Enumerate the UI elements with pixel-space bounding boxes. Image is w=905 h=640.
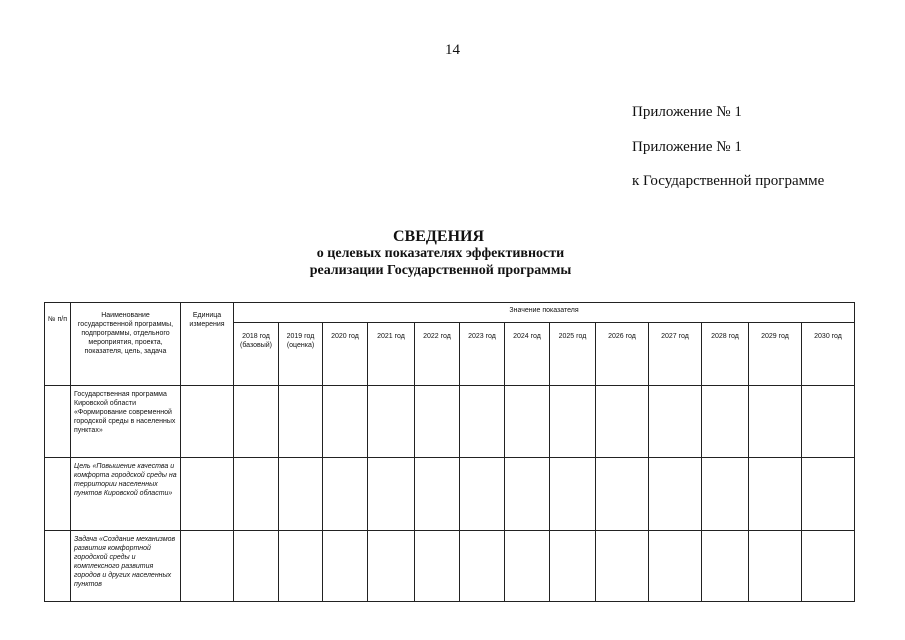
- value-cell: [749, 531, 802, 602]
- value-cell: [596, 386, 649, 458]
- value-cell: [460, 531, 505, 602]
- header-year: 2022 год: [415, 323, 460, 386]
- document-title: [0, 228, 905, 279]
- header-year: 2027 год: [649, 323, 702, 386]
- header-year: 2023 год: [460, 323, 505, 386]
- header-values-group: Значение показателя: [234, 303, 855, 323]
- value-cell: [749, 386, 802, 458]
- value-cell: [279, 458, 323, 531]
- value-cell: [368, 386, 415, 458]
- row-num: [45, 458, 71, 531]
- value-cell: [505, 386, 550, 458]
- row-name: Задача «Создание механизмов развития комфортной городской среды и комплексного развития городов и других населенных пунктов: [71, 531, 181, 602]
- value-cell: [550, 386, 596, 458]
- value-cell: [802, 386, 855, 458]
- value-cell: [323, 531, 368, 602]
- value-cell: [802, 458, 855, 531]
- header-year: 2020 год: [323, 323, 368, 386]
- header-year: 2021 год: [368, 323, 415, 386]
- appendix-line-2: Приложение № 1: [632, 139, 742, 155]
- header-year: 2026 год: [596, 323, 649, 386]
- value-cell: [596, 458, 649, 531]
- value-cell: [702, 531, 749, 602]
- table-row: [45, 386, 855, 458]
- row-unit: [181, 458, 234, 531]
- title-line-2: о целевых показателях эффективности: [316, 246, 565, 261]
- value-cell: [234, 531, 279, 602]
- table-row: [45, 531, 855, 602]
- row-name: Государственная программа Кировской области «Формирование современной городской среды в населенных пунктах»: [71, 386, 181, 458]
- table-row: [45, 458, 855, 531]
- value-cell: [415, 458, 460, 531]
- table-header-row: [45, 303, 855, 323]
- header-year: 2028 год: [702, 323, 749, 386]
- value-cell: [802, 531, 855, 602]
- value-cell: [702, 386, 749, 458]
- appendix-line-1: Приложение № 1: [632, 104, 742, 120]
- value-cell: [234, 386, 279, 458]
- value-cell: [368, 531, 415, 602]
- value-cell: [649, 458, 702, 531]
- value-cell: [368, 458, 415, 531]
- header-year: 2019 год (оценка): [279, 323, 323, 386]
- value-cell: [279, 386, 323, 458]
- value-cell: [234, 458, 279, 531]
- header-year: 2029 год: [749, 323, 802, 386]
- value-cell: [279, 531, 323, 602]
- value-cell: [550, 531, 596, 602]
- header-unit: Единица измерения: [181, 303, 234, 386]
- appendix-line-3: к Государственной программе: [632, 173, 825, 189]
- value-cell: [460, 386, 505, 458]
- page-number: 14: [445, 42, 460, 58]
- indicators-table: [44, 302, 855, 602]
- row-num: [45, 531, 71, 602]
- value-cell: [460, 458, 505, 531]
- header-year: 2025 год: [550, 323, 596, 386]
- value-cell: [649, 531, 702, 602]
- header-name: Наименование государственной программы, подпрограммы, отдельного мероприятия, проекта, показателя, цель, задача: [71, 303, 181, 386]
- value-cell: [649, 386, 702, 458]
- value-cell: [505, 458, 550, 531]
- header-num: № п/п: [45, 303, 71, 386]
- value-cell: [323, 386, 368, 458]
- row-unit: [181, 386, 234, 458]
- value-cell: [323, 458, 368, 531]
- value-cell: [550, 458, 596, 531]
- title-main: СВЕДЕНИЯ: [392, 228, 485, 245]
- value-cell: [415, 386, 460, 458]
- row-name: Цель «Повышение качества и комфорта городской среды на территории населенных пунктов Кировской области»: [71, 458, 181, 531]
- row-num: [45, 386, 71, 458]
- row-unit: [181, 531, 234, 602]
- value-cell: [596, 531, 649, 602]
- value-cell: [749, 458, 802, 531]
- header-year: 2030 год: [802, 323, 855, 386]
- value-cell: [505, 531, 550, 602]
- title-line-3: реализации Государственной программы: [309, 263, 572, 278]
- header-year: 2024 год: [505, 323, 550, 386]
- value-cell: [702, 458, 749, 531]
- value-cell: [415, 531, 460, 602]
- header-year: 2018 год (базовый): [234, 323, 279, 386]
